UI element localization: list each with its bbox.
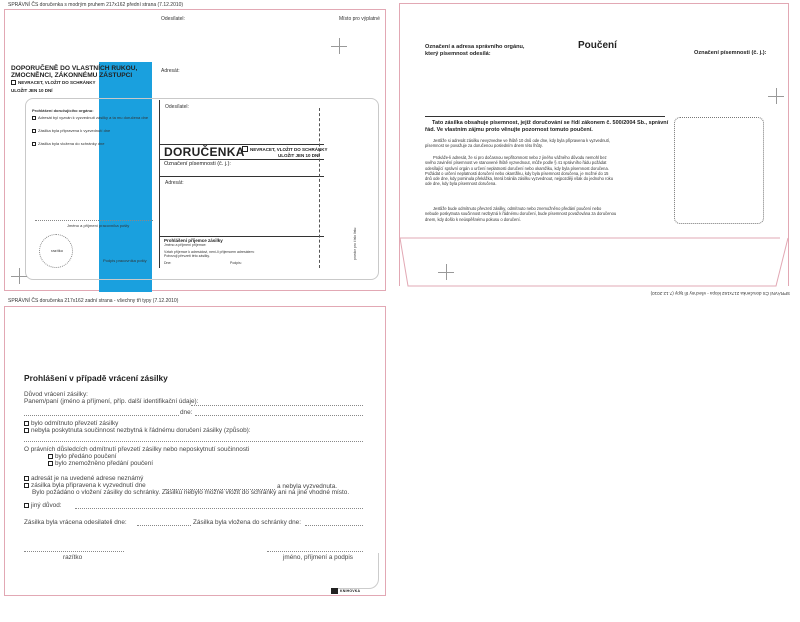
card-sender-label: Odesílatel: [165,104,189,110]
card-line-3: Potvrzuji převzetí této zásilky. [164,254,210,258]
back-header-label: SPRÁVNÍ ČS doručenka 217x162 zadní strana - všechny tři typy (7.12.2010) [8,298,179,304]
logo-mark-icon [331,588,338,594]
recipient-declaration-title: Prohlášení příjemce zásilky [164,238,223,243]
window-box [674,117,764,224]
fill-line [191,405,363,406]
postage-place-label: Místo pro výplatné [339,16,380,22]
fill-line [195,415,363,416]
checkbox-icon [11,80,16,85]
signature-line [267,551,363,552]
returned-label: Zásilka byla vrácena odesilateli dne: [24,519,127,526]
flap-header-label: SPRÁVNÍ ČS doručenka 217x162 klopa - všechny tři typy (7.12.2010) [650,291,790,296]
card-line-1: Jméno a příjmení příjemce: [164,243,207,247]
para2-line: svého zavinění písemnost ve stanovené lhůtě vyzvednout, může podle § 41 správního řádu požádat [425,160,607,166]
by-person-label: Panem/paní (jméno a příjmení, příp. další identifikační údaje): [24,398,199,405]
side-text: prostor pro číslo listu [353,227,357,260]
check-line-2: Zásilka byla připravena k vyzvednutí dne [32,128,110,133]
card-divider [160,176,324,177]
postman-signature-label: Podpis pracovníka pošty [103,258,147,263]
card-line-2: Vztah příjemce k adresátovi, není-li příjemcem adresátem: [164,250,255,254]
para2-line: Prokáže-li adresát, že si pro dočasnou nepřítomnost nebo z jiného vážného důvodu nemohl bez [433,155,607,160]
receipt-card [159,100,328,268]
front-header-label: SPRÁVNÍ ČS doručenka s modrým pruhem 217x162 přední strana (7.12.2010) [8,2,184,8]
crosshair-v [339,38,340,54]
checkbox-icon[interactable] [48,461,53,466]
fill-line [24,415,179,416]
instruction-title: Poučení [578,40,617,51]
para3 [425,206,665,222]
checkbox-icon[interactable] [24,476,29,481]
not-collected-label: a nebyla vyzvednuta. [277,483,338,490]
checkbox-icon [242,146,248,152]
no-cooperation-row: nebyla poskytnuta součinnost nezbytná k řádnému doručení zásilky (způsob): [24,427,251,434]
back-title: Prohlášení v případě vrácení zásilky [24,373,168,383]
prepared-row: zásilka byla připravena k vyzvednutí dne [24,482,146,489]
signature-label: Podpis: [230,261,242,265]
check-line-1: Adresát byl vyzván k vyzvednutí zásilky a ta mu doručena dne [32,115,148,120]
stamp-label: razítko [51,248,64,253]
flap-panel [399,3,789,286]
crosshair-v [776,88,777,104]
keep-10-days-1: ULOŽIT JEN 10 DNÍ [11,88,53,93]
fill-line [75,508,363,509]
no-return-label-2: NEVRACET, VLOŽIT DO SCHRÁNKY [242,146,328,152]
para2-line: odesílající správní orgán o určení neplatnosti doručení nebo okamžiku, kdy byla písemnost doručena. [425,165,609,171]
checkbox-icon[interactable] [24,503,29,508]
other-row: jiný důvod: [24,502,62,509]
mailbox-request-label: Bylo požádáno o vložení zásilky do schránky. Zásilku nebylo možné vložit do schránky ani na jiné vhodné místo. [32,489,350,496]
card-recipient-label: Adresát: [165,180,184,186]
para1 [425,138,665,149]
authority-label-1: Označení a adresa správního orgánu, [425,44,525,50]
card-divider [160,159,324,160]
publisher-logo [331,588,360,594]
doc-ref-label: Označení písemnosti (č. j.): [164,161,231,167]
perforation-line [319,108,320,268]
stamp-line [24,551,124,552]
front-recipient-label: Adresát: [161,68,180,74]
crosshair-v [446,264,447,280]
postman-name-label: Jméno a příjmení pracovníka pošty [67,223,130,228]
para2-line: Požádat o určení neplatnosti doručení nebo okamžiku, kdy byla písemnost doručena, je možné do 15 [425,170,609,176]
instructed-row: bylo předáno poučení [48,453,116,460]
front-panel [4,9,386,291]
checkbox-icon [32,142,36,146]
delivery-title-2: ZMOCNĚNCI, ZÁKONNÉMU ZÁSTUPCI [11,72,133,79]
receipt-title: DORUČENKA [164,145,245,159]
bold-intro-1: Tato zásilka obsahuje písemnost, jejíž doručování se řídí zákonem č. 500/2004 Sb., správní [432,120,669,126]
checkbox-icon[interactable] [24,421,29,426]
stamp-label: razítko [63,554,83,561]
name-signature-label: jméno, příjmení a podpis [283,554,353,561]
front-sender-label: Odesílatel: [161,16,185,22]
para1-line: písemnost se považuje za doručenou posledním dnem této lhůty. [425,143,543,149]
logo-text: KNIHOVKA [340,589,361,593]
authority-label-2: který písemnost odesílá: [425,51,491,57]
fill-line [24,441,363,442]
bold-intro-2: řád. Ve vlastním zájmu proto věnujte pozornost tomuto poučení. [425,127,593,133]
para3-line: dnem, kdy došlo k neúspěšnému pokusu o doručení. [425,216,521,222]
fill-line [137,525,191,526]
checkbox-icon [32,116,36,120]
para2 [425,155,665,187]
checkbox-icon[interactable] [24,428,29,433]
para1-line: Jestliže si adresát zásilku nevyzvedne ve lhůtě 10 dnů ode dne, kdy byla připravena k vyzvednutí, [433,138,611,143]
date-label: Dne: [164,261,172,265]
rule [425,116,665,117]
unknown-row: adresát je na uvedené adrese neznámý [24,475,143,482]
para3-line: Jestliže bude odmítnuto převzetí zásilky, odmítnuto nebo znemožněno předání poučení nebo [433,206,602,211]
checkbox-icon[interactable] [48,454,53,459]
check-line-3: Zásilka byla vložena do schránky dne [32,141,104,146]
name-line [35,220,153,221]
delivery-title-1: DOPORUČENĚ DO VLASTNÍCH RUKOU, [11,65,138,72]
inserted-label: Zásilka byla vložena do schránky dne: [193,519,301,526]
corner-curve [335,553,379,589]
refused-row: bylo odmítnuto převzetí zásilky [24,420,118,427]
keep-10-days-2: ULOŽIT JEN 10 DNÍ [278,153,320,158]
no-return-label-1: NEVRACET, VLOŽIT DO SCHRÁNKY [11,80,96,85]
declaration-title: Prohlášení doručujícího orgánu: [32,108,94,113]
prevented-row: bylo znemožněno předání poučení [48,460,153,467]
back-panel [4,306,386,596]
flap-fold-shape [400,236,790,288]
para2-line: ode dne, kdy byla písemnost doručena. [425,181,497,187]
checkbox-icon [32,129,36,133]
crosshair-v [19,268,20,284]
date-label: dne: [180,409,193,416]
reason-label: Důvod vrácení zásilky: [24,391,88,398]
doc-ref-label-flap: Označení písemnosti (č. j.): [694,50,767,56]
consequences-label: O právních důsledcích odmítnutí převzetí zásilky nebo neposkytnutí součinnosti [24,446,250,453]
card-divider [160,236,324,237]
checkbox-icon[interactable] [24,483,29,488]
fill-line [305,525,363,526]
para3-line: nebude poskytnuta součinnost nezbytná k řádnému doručení, bude písemnost považována za doručenou [425,211,617,217]
para2-line: dnů ode dne, kdy pominula překážka, která bránila zásilku vyzvednout, nejpozději však do jednoho roku [425,176,613,182]
